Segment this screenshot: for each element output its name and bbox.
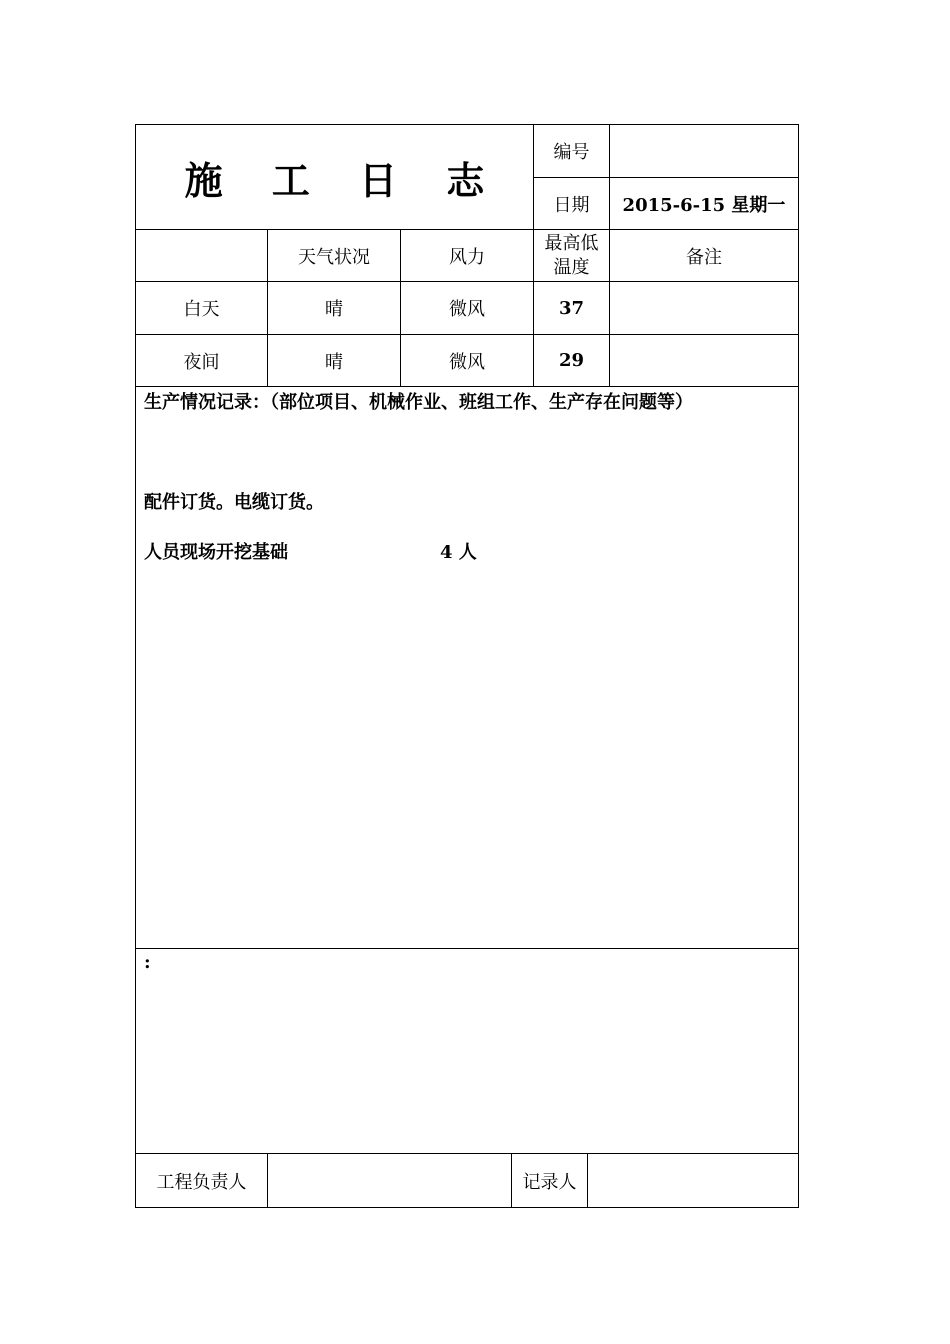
- night-wind[interactable]: 微风: [449, 351, 485, 373]
- number-value[interactable]: [610, 125, 798, 177]
- date-label: 日期: [553, 194, 590, 216]
- date-value[interactable]: 2015-6-15 星期一: [622, 194, 786, 216]
- day-note[interactable]: [610, 282, 798, 334]
- day-temperature[interactable]: 37: [558, 297, 585, 319]
- table-border-bottom: [135, 1207, 799, 1208]
- page-title: 施 工 日 志: [184, 157, 503, 203]
- table-border-right: [798, 124, 799, 1208]
- manager-label: 工程负责人: [156, 1171, 247, 1193]
- second-section-label: :: [144, 952, 151, 973]
- weather-header: 天气状况: [298, 246, 370, 268]
- night-weather[interactable]: 晴: [325, 351, 343, 373]
- wind-header: 风力: [449, 246, 485, 268]
- night-note[interactable]: [610, 335, 798, 386]
- night-temperature[interactable]: 29: [558, 350, 585, 371]
- temperature-header: 最高低温度: [544, 232, 599, 278]
- recorder-label: 记录人: [522, 1171, 577, 1193]
- number-label: 编号: [553, 142, 590, 163]
- production-heading: 生产情况记录：（部位项目、机械作业、班组工作、生产存在问题等）: [144, 392, 693, 413]
- divider: [135, 948, 799, 949]
- night-label: 夜间: [183, 351, 220, 373]
- manager-value[interactable]: [268, 1154, 511, 1207]
- weather-header-empty: [136, 230, 267, 281]
- recorder-value[interactable]: [588, 1154, 798, 1207]
- production-line-1[interactable]: 配件订货。电缆订货。: [144, 492, 324, 513]
- day-wind[interactable]: 微风: [449, 299, 485, 320]
- day-label: 白天: [183, 299, 220, 320]
- day-weather[interactable]: 晴: [325, 299, 343, 320]
- note-header: 备注: [686, 246, 722, 268]
- production-line-2-task[interactable]: 人员现场开挖基础: [144, 542, 288, 563]
- divider: [135, 386, 799, 387]
- production-line-2-count[interactable]: 4 人: [440, 542, 477, 563]
